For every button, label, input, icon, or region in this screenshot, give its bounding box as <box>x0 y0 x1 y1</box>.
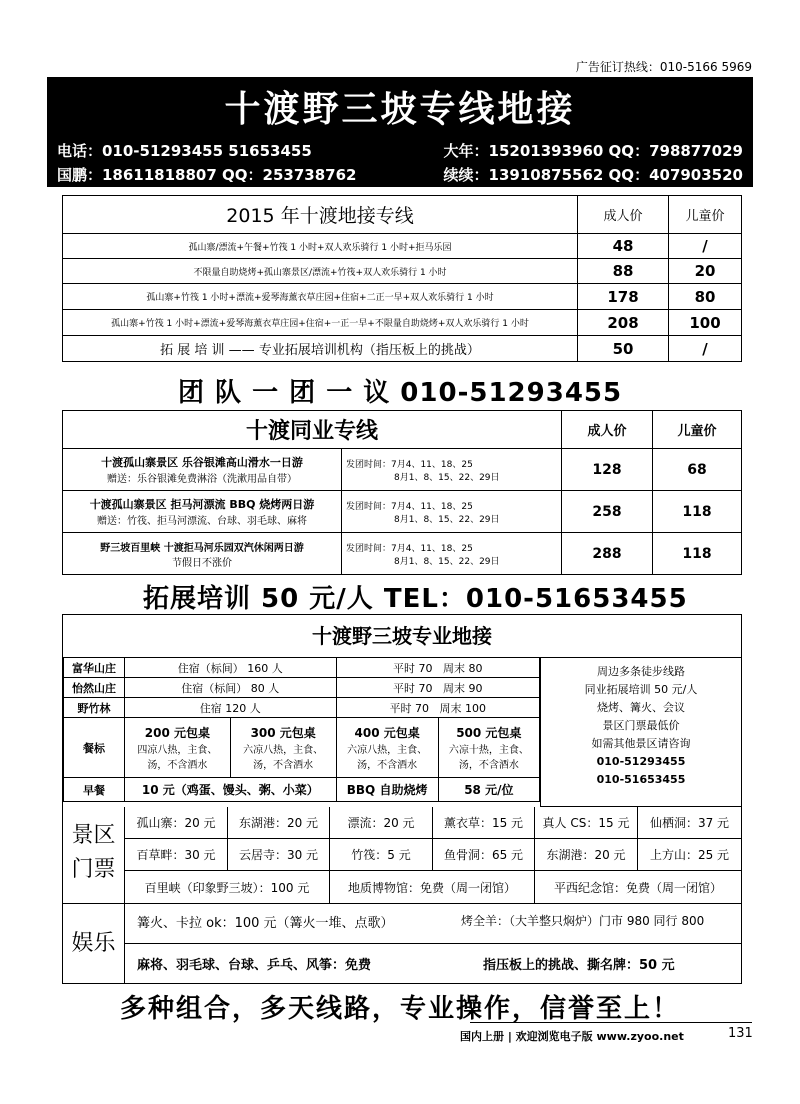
contact-xuxu: 续续：13910875562 QQ：407903520 <box>443 166 743 184</box>
ticket-item: 上方山：25 元 <box>638 839 741 871</box>
side-note: 同业拓展培训 50 元/人 <box>584 683 698 696</box>
lodging-meal-table <box>63 657 540 802</box>
header-banner <box>47 77 753 187</box>
child-price: 20 <box>669 259 742 284</box>
bbq-label: BBQ 自助烧烤 <box>336 778 438 802</box>
tour-dates: 8月1、8、15、22、29日 <box>394 472 500 483</box>
meal-label: 餐标 <box>64 718 125 778</box>
local-tour-table <box>62 195 742 362</box>
tour-name: 野三坡百里峡 十渡拒马河乐园双汽休闲两日游 <box>100 542 304 554</box>
ticket-item: 百里峡（印象野三坡）：100 元 <box>125 871 330 903</box>
contact-danian: 大年：15201393960 QQ：798877029 <box>443 142 743 160</box>
child-price: 100 <box>669 310 742 336</box>
child-price: 118 <box>653 533 742 575</box>
team-negotiation-line: 团 队 一 团 一 议 010-51293455 <box>178 378 623 408</box>
lodging-price: 平时 70 周末 80 <box>336 658 539 678</box>
lodging-name: 怡然山庄 <box>64 678 125 698</box>
table-row <box>63 259 742 284</box>
ticket-item: 漂流：20 元 <box>330 807 433 839</box>
ticket-item: 地质博物馆：免费（周一闭馆） <box>330 871 535 903</box>
ticket-item: 鱼骨洞：65 元 <box>433 839 535 871</box>
ticket-item: 云居寺：30 元 <box>228 839 330 871</box>
table-row <box>63 336 742 362</box>
table-row <box>64 658 540 678</box>
child-price: / <box>669 336 742 362</box>
side-note: 烧烤、篝火、会议 <box>597 701 685 714</box>
route-desc: 孤山寨+竹筏 1 小时+漂流+爱琴海薰衣草庄园+住宿+一正一早+不限量自助烧烤+双人欢乐骑行 1 小时 <box>63 310 578 336</box>
route-desc: 孤山寨+竹筏 1 小时+漂流+爱琴海薰衣草庄园+住宿+二正一早+双人欢乐骑行 1 小时 <box>63 284 578 310</box>
lodging-name: 富华山庄 <box>64 658 125 678</box>
table-row <box>64 698 540 718</box>
slogan: 多种组合，多天线路，专业操作，信誉至上！ <box>119 994 680 1024</box>
section2-title: 十渡同业专线 <box>63 411 562 449</box>
page-number: 131 <box>728 1026 753 1041</box>
tour-gift: 赠送：乐谷银滩免费淋浴（洗漱用品自带） <box>107 474 297 485</box>
adult-price: 208 <box>578 310 669 336</box>
breakfast-label: 早餐 <box>64 778 125 802</box>
bbq-price: 58 元/位 <box>438 778 539 802</box>
ticket-item: 孤山寨：20 元 <box>125 807 228 839</box>
ticket-item: 真人 CS：15 元 <box>535 807 638 839</box>
child-header: 儿童价 <box>653 411 742 449</box>
entertainment-item: 麻将、羽毛球、台球、乒乓、风筝：免费 <box>137 958 372 973</box>
table-row <box>63 310 742 336</box>
ticket-label: 景区 门票 <box>63 807 125 903</box>
side-notes <box>540 657 741 807</box>
tour-name: 十渡孤山寨景区 拒马河漂流 BBQ 烧烤两日游 <box>89 498 315 511</box>
tour-name: 十渡孤山寨景区 乐谷银滩高山滑水一日游 <box>101 456 303 469</box>
ticket-row <box>125 839 741 871</box>
child-price: / <box>669 234 742 259</box>
side-phone: 010-51293455 <box>596 755 686 768</box>
table-row <box>63 234 742 259</box>
lodging-room: 住宿 120 人 <box>125 698 337 718</box>
ticket-row <box>125 807 741 839</box>
child-price: 80 <box>669 284 742 310</box>
entertainment-item: 指压板上的挑战、撕名牌：50 元 <box>483 958 675 973</box>
adult-price: 88 <box>578 259 669 284</box>
entertainment-section <box>63 904 741 983</box>
route-desc: 拓 展 培 训 —— 专业拓展培训机构（指压板上的挑战） <box>63 336 578 362</box>
ad-hotline: 广告征订热线：010-5166 5969 <box>575 60 752 74</box>
lodging-name: 野竹林 <box>64 698 125 718</box>
adult-price: 288 <box>562 533 653 575</box>
peer-tour-table <box>62 410 742 575</box>
child-header: 儿童价 <box>669 196 742 234</box>
ticket-row <box>125 871 741 903</box>
tour-dates: 8月1、8、15、22、29日 <box>394 514 500 525</box>
table-row <box>64 678 540 698</box>
ticket-item: 平西纪念馆：免费（周一闭馆） <box>553 880 722 895</box>
adult-header: 成人价 <box>578 196 669 234</box>
pro-local-section <box>62 614 742 984</box>
table-row <box>63 533 742 575</box>
meal-option: 400 元包桌 六凉八热，主食、 汤，不含酒水 <box>336 718 438 778</box>
meal-option: 300 元包桌 六凉八热，主食、 汤，不含酒水 <box>230 718 336 778</box>
section1-title: 2015 年十渡地接专线 <box>63 196 578 234</box>
side-note: 周边多条徒步线路 <box>597 665 685 678</box>
entertainment-item: 烤全羊：（大羊整只焖炉）门市 980 同行 800 <box>461 914 705 928</box>
tour-dates: 发团时间：7月4、11、18、25 <box>346 501 473 512</box>
route-desc: 孤山寨/漂流+午餐+竹筏 1 小时+双人欢乐骑行 1 小时+拒马乐园 <box>63 234 578 259</box>
child-price: 118 <box>653 491 742 533</box>
table-row <box>63 491 742 533</box>
side-phone: 010-51653455 <box>596 773 686 786</box>
footer-divider <box>470 1022 752 1023</box>
tour-dates: 发团时间：7月4、11、18、25 <box>346 459 473 470</box>
ticket-item: 薰衣草：15 元 <box>433 807 535 839</box>
section3-title: 十渡野三坡专业地接 <box>63 615 741 658</box>
meal-option: 500 元包桌 六凉十热，主食、 汤，不含酒水 <box>438 718 539 778</box>
lodging-price: 平时 70 周末 100 <box>336 698 539 718</box>
route-desc: 不限量自助烧烤+孤山寨景区/漂流+竹筏+双人欢乐骑行 1 小时 <box>63 259 578 284</box>
ticket-section <box>63 807 741 904</box>
adult-price: 50 <box>578 336 669 362</box>
lodging-room: 住宿（标间） 80 人 <box>125 678 337 698</box>
lodging-price: 平时 70 周末 90 <box>336 678 539 698</box>
ticket-item: 竹筏：5 元 <box>330 839 433 871</box>
contact-line-2 <box>57 164 743 185</box>
ticket-item: 东湖港：20 元 <box>535 839 638 871</box>
contact-phone: 电话：010-51293455 51653455 <box>57 142 312 160</box>
lodging-room: 住宿（标间） 160 人 <box>125 658 337 678</box>
child-price: 68 <box>653 449 742 491</box>
breakfast-price: 10 元（鸡蛋、馒头、粥、小菜） <box>125 778 337 802</box>
adult-price: 48 <box>578 234 669 259</box>
entertainment-label: 娱乐 <box>63 904 125 983</box>
table-row <box>64 778 540 802</box>
ticket-item: 百草畔：30 元 <box>125 839 228 871</box>
ticket-item: 东湖港：20 元 <box>228 807 330 839</box>
table-row <box>63 449 742 491</box>
tour-gift: 节假日不涨价 <box>172 557 232 569</box>
tour-dates: 8月1、8、15、22、29日 <box>394 556 500 567</box>
contact-guopeng: 国鹏：18611818807 QQ：253738762 <box>57 166 357 184</box>
table-row <box>64 718 540 778</box>
entertainment-item: 篝火、卡拉 ok：100 元（篝火一堆、点歌） <box>137 916 394 931</box>
tour-gift: 赠送：竹筏、拒马河漂流、台球、羽毛球、麻将 <box>97 516 307 527</box>
training-line: 拓展培训 50 元/人 TEL：010-51653455 <box>143 584 688 614</box>
footer-text: 国内上册 | 欢迎浏览电子版 www.zyoo.net <box>460 1030 684 1043</box>
table-row <box>63 284 742 310</box>
adult-price: 128 <box>562 449 653 491</box>
adult-price: 178 <box>578 284 669 310</box>
tour-dates: 发团时间：7月4、11、18、25 <box>346 543 473 554</box>
meal-option: 200 元包桌 四凉八热，主食、 汤，不含酒水 <box>125 718 231 778</box>
ticket-item: 仙栖洞：37 元 <box>638 807 741 839</box>
side-note: 景区门票最低价 <box>602 719 680 732</box>
contact-line-1 <box>57 140 743 161</box>
page-title: 十渡野三坡专线地接 <box>224 89 576 130</box>
adult-header: 成人价 <box>562 411 653 449</box>
adult-price: 258 <box>562 491 653 533</box>
side-note: 如需其他景区请咨询 <box>591 737 691 750</box>
